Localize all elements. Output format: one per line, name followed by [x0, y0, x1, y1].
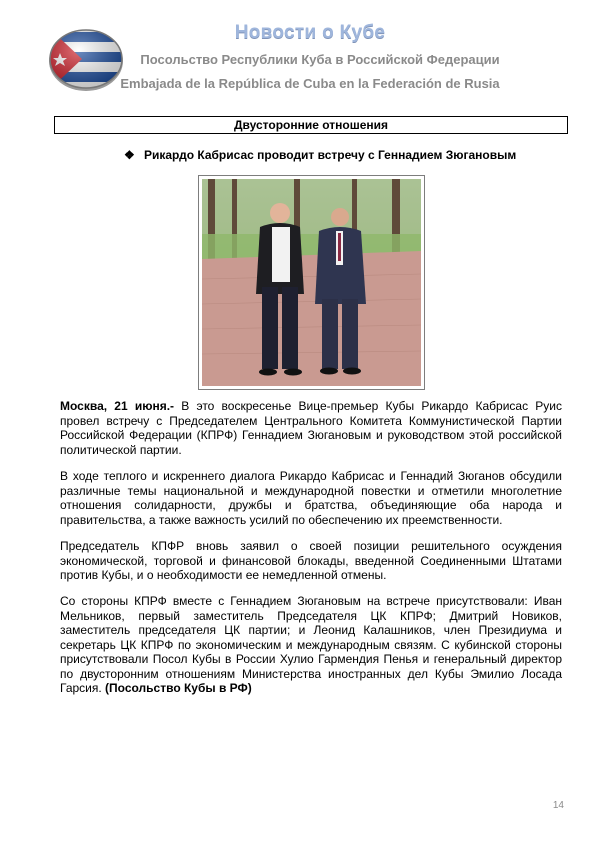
paragraph-4-text: Со стороны КПРФ вместе с Геннадием Зюгановым на встрече присутствовали: Иван Мельников, первый заместитель Председателя ЦК КПРФ; Дмитрий Новиков, заместитель председателя ЦК партии; и Леонид Калашников, член Президиума и секретарь ЦК КПРФ по экономическим и международным связям. С кубинской стороны присутствовали Посол Кубы в России Хулио Гармендия Пенья и генеральный директор по двусторонним отношениям Министерства иностранных дел Кубы Эмилио Лосада Гарсия. — [60, 594, 562, 695]
paragraph-4 — [60, 594, 562, 696]
section-title: Двусторонние отношения — [54, 116, 568, 134]
embassy-name-spanish: Embajada de la República de Cuba en la Federación de Rusia — [120, 76, 500, 91]
headline-text: Рикардо Кабрисас проводит встречу с Геннадием Зюгановым — [144, 148, 517, 162]
photo-image — [202, 179, 421, 386]
source-credit: (Посольство Кубы в РФ) — [105, 681, 252, 695]
paragraph-2: В ходе теплого и искреннего диалога Рикардо Кабрисас и Геннадий Зюганов обсудили различные темы национальной и международной повестки и отметили многолетние отношения солидарности, дружбы и братства, объединяющие оба народа и правительства, а также важность усилий по обеспечению их преемственности. — [60, 469, 562, 527]
embassy-name-russian: Посольство Республики Куба в Российской Федерации — [140, 52, 500, 67]
diamond-bullet-icon: ❖ — [124, 148, 135, 162]
bulletin-title: Новости о Кубе — [234, 22, 386, 43]
paragraph-3: Председатель КПФР вновь заявил о своей позиции решительного осуждения экономической, торговой и финансовой блокады, введенной Соединенными Штатами против Кубы, и о необходимости ее немедленной отмены. — [60, 539, 562, 582]
paragraph-1-text: В это воскресенье Вице-премьер Кубы Рикардо Кабрисас Руис провел встречу с Председателем Центрального Комитета Коммунистической Партии Российской Федерации (КПРФ) Геннадием Зюгановым и руководством этой российской политической партии. — [60, 399, 563, 457]
page-number: 14 — [552, 800, 564, 811]
dateline: Москва, 21 июня.- — [60, 399, 175, 413]
article-photo — [198, 175, 425, 390]
paragraph-1 — [60, 399, 562, 457]
article-headline — [124, 148, 554, 162]
